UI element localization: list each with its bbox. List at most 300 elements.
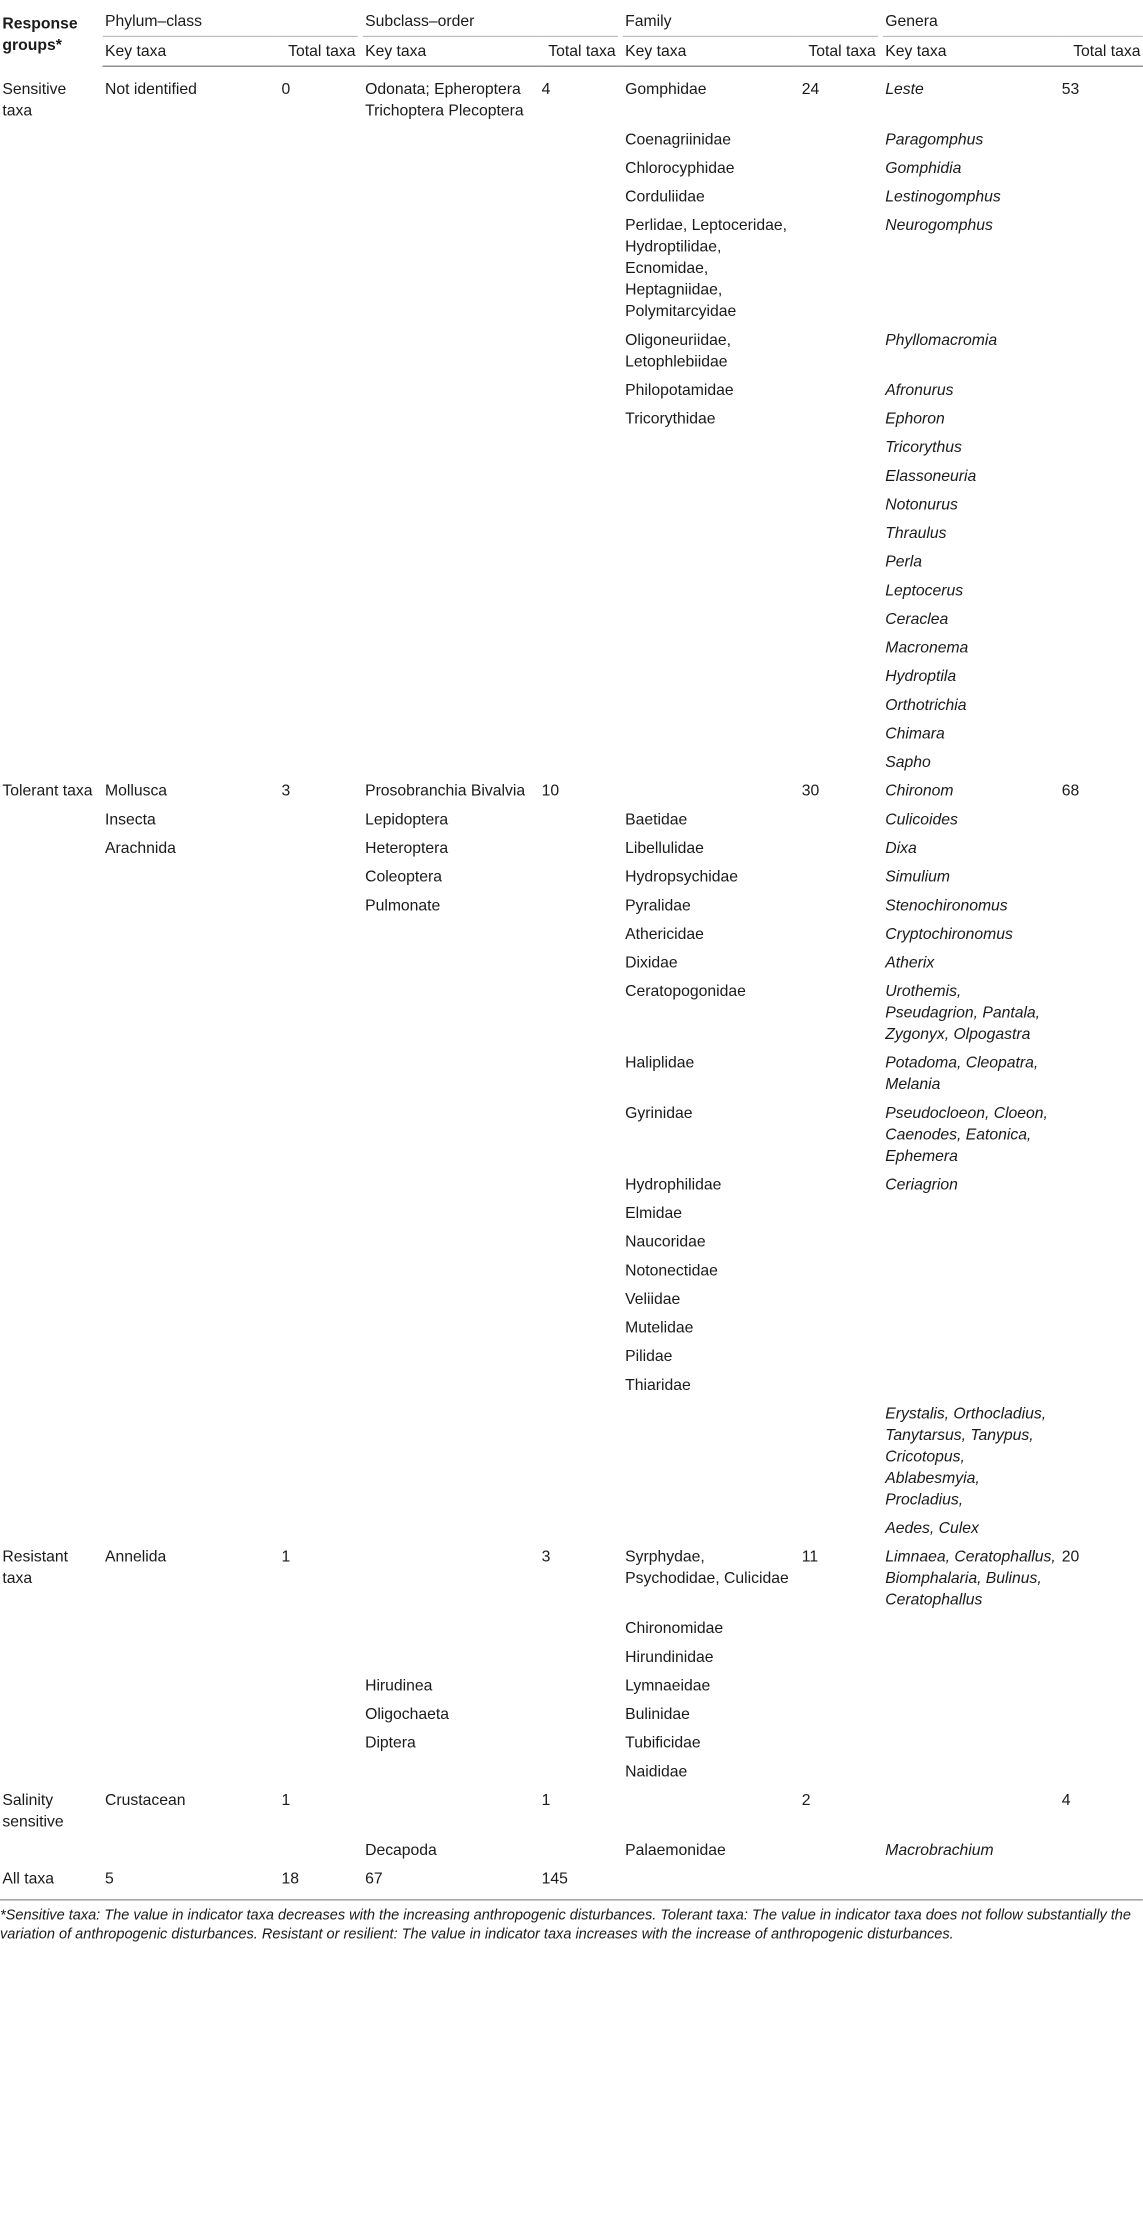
phylum-class-key-cell: Not identified <box>104 79 197 98</box>
subclass-order-total-cell <box>539 576 618 605</box>
response-group-cell <box>0 326 103 376</box>
subclass-order-key-cell <box>363 154 540 183</box>
subclass-order-total-cell <box>539 605 618 634</box>
family-total-cell <box>799 1049 878 1099</box>
phylum-class-key-cell <box>103 183 280 212</box>
family-total-cell <box>799 1614 878 1643</box>
table-row <box>0 1399 1143 1514</box>
family-key-cell: Ceratopogonidae <box>625 981 746 1000</box>
subclass-order-key-cell <box>363 404 540 433</box>
family-total-cell <box>799 1199 878 1228</box>
phylum-class-key-cell <box>103 1099 280 1171</box>
family-key-cell: Hydrophilidae <box>625 1175 722 1193</box>
response-group-cell <box>0 920 103 949</box>
phylum-class-key-cell <box>103 1170 280 1199</box>
family-total-cell <box>799 1836 878 1865</box>
genera-total-cell <box>1059 1836 1143 1865</box>
family-key-cell <box>623 1399 800 1514</box>
family-key-cell <box>623 1514 800 1543</box>
subclass-order-key-cell <box>363 1170 540 1199</box>
subclass-order-total-cell <box>539 805 618 834</box>
subclass-order-total-cell <box>539 211 618 326</box>
phylum-class-total-cell <box>279 433 358 462</box>
response-group-cell: Resistant taxa <box>2 1547 68 1587</box>
subclass-order-key-cell <box>363 1342 540 1371</box>
subclass-order-key-cell <box>363 376 540 405</box>
genera-key-cell: Perla <box>885 552 922 571</box>
table-row <box>0 691 1143 720</box>
subclass-order-total-cell <box>539 1371 618 1400</box>
response-group-cell <box>0 948 103 977</box>
table-row <box>0 719 1143 748</box>
phylum-class-key-cell <box>103 376 280 405</box>
genera-key-cell: Sapho <box>885 752 931 771</box>
phylum-class-total-cell <box>279 404 358 433</box>
response-group-cell <box>0 834 103 863</box>
phylum-class-key-cell <box>103 1285 280 1314</box>
genera-total-cell <box>1059 154 1143 183</box>
phylum-class-key-cell: Annelida <box>104 1547 167 1566</box>
phylum-class-key-cell <box>103 605 280 634</box>
family-key-cell: Coenagriinidae <box>625 130 732 148</box>
table-row <box>0 576 1143 605</box>
table-row <box>0 633 1143 662</box>
phylum-class-total-cell <box>279 1757 358 1786</box>
genera-total-cell <box>1059 462 1143 491</box>
subclass-order-key-cell: Decapoda <box>365 1840 437 1859</box>
response-group-cell <box>0 633 103 662</box>
genera-key-cell <box>883 1199 1060 1228</box>
subclass-order-total-cell: 10 <box>541 781 560 800</box>
subclass-order-total-cell <box>539 1614 618 1643</box>
genera-key-cell: Aedes, Culex <box>885 1518 979 1537</box>
table-row <box>0 462 1143 491</box>
response-group-cell <box>0 1371 103 1400</box>
header-key-taxa: Key taxa <box>623 36 800 66</box>
phylum-class-total-cell <box>279 1514 358 1543</box>
genera-key-cell: Thraulus <box>885 523 947 542</box>
response-group-cell <box>0 1729 103 1758</box>
header-response-groups: Response groups* <box>2 14 78 54</box>
response-group-cell <box>0 1514 103 1543</box>
table-bottom-rule <box>0 1899 1143 1900</box>
phylum-class-key-cell <box>103 326 280 376</box>
genera-key-cell <box>883 1371 1060 1400</box>
table-row <box>0 66 1143 125</box>
subclass-order-key-cell: Coleoptera <box>365 867 443 886</box>
phylum-class-total-cell <box>279 154 358 183</box>
response-group-cell <box>0 376 103 405</box>
phylum-class-total-cell <box>279 691 358 720</box>
table-row <box>0 1700 1143 1729</box>
phylum-class-key-cell <box>103 1199 280 1228</box>
response-group-cell <box>0 1049 103 1099</box>
family-total-cell <box>799 891 878 920</box>
response-group-cell <box>0 462 103 491</box>
family-total-cell <box>799 1228 878 1257</box>
phylum-class-total-cell <box>279 863 358 892</box>
subclass-order-key-cell: Oligochaeta <box>365 1704 450 1723</box>
family-key-cell: Pyralidae <box>625 895 691 914</box>
genera-total-cell <box>1059 863 1143 892</box>
genera-key-cell: Erystalis, Orthocladius, Tanytarsus, Tanypus, Cricotopus, Ablabesmyia, Procladius, <box>885 1404 1047 1508</box>
genera-key-cell: Urothemis, Pseudagrion, Pantala, Zygonyx, Olpogastra <box>885 981 1041 1043</box>
subclass-order-key-cell <box>363 1371 540 1400</box>
subclass-order-total-cell <box>539 948 618 977</box>
subclass-order-key-cell <box>363 1786 540 1836</box>
subclass-order-total-cell <box>539 1643 618 1672</box>
genera-total-cell <box>1059 1228 1143 1257</box>
family-key-cell <box>623 605 800 634</box>
phylum-class-total-cell: 1 <box>281 1790 291 1809</box>
family-total-cell <box>799 1399 878 1514</box>
family-total-cell <box>799 376 878 405</box>
subclass-order-total-cell <box>539 490 618 519</box>
family-key-cell: Pilidae <box>625 1346 673 1365</box>
phylum-class-key-cell <box>103 891 280 920</box>
genera-key-cell: Notonurus <box>885 495 958 513</box>
family-total-cell <box>799 1342 878 1371</box>
subclass-order-key-cell <box>363 490 540 519</box>
response-group-cell <box>0 433 103 462</box>
header-group-row <box>0 7 1143 36</box>
subclass-order-key-cell <box>363 605 540 634</box>
phylum-class-key-cell <box>103 1371 280 1400</box>
response-group-cell <box>0 1170 103 1199</box>
subclass-order-key-cell <box>363 633 540 662</box>
phylum-class-key-cell: Mollusca <box>104 781 168 800</box>
phylum-class-key-cell <box>103 404 280 433</box>
table-row <box>0 920 1143 949</box>
response-group-cell: Tolerant taxa <box>2 781 93 800</box>
phylum-class-total-cell <box>279 125 358 154</box>
genera-key-cell <box>883 1786 1060 1836</box>
genera-total-cell <box>1059 1256 1143 1285</box>
subclass-order-key-cell <box>363 1313 540 1342</box>
table-row <box>0 1514 1143 1543</box>
family-total-cell <box>799 863 878 892</box>
phylum-class-total-cell <box>279 633 358 662</box>
phylum-class-key-cell <box>103 462 280 491</box>
response-group-cell <box>0 977 103 1049</box>
genera-key-cell: Ephoron <box>885 409 945 428</box>
genera-total-cell <box>1059 576 1143 605</box>
genera-total-cell: 4 <box>1061 1790 1071 1809</box>
family-key-cell: Athericidae <box>625 924 704 943</box>
family-total-cell <box>799 519 878 548</box>
genera-key-cell: Limnaea, Ceratophallus, Biomphalaria, Bulinus, Ceratophallus <box>885 1547 1056 1609</box>
genera-total-cell <box>1059 376 1143 405</box>
subclass-order-total-cell <box>539 1514 618 1543</box>
response-group-cell <box>0 1228 103 1257</box>
subclass-order-key-cell <box>363 1256 540 1285</box>
taxa-table <box>0 7 1143 1897</box>
family-key-cell: Philopotamidae <box>625 380 734 399</box>
phylum-class-key-cell <box>103 1671 280 1700</box>
genera-key-cell: Ceraclea <box>885 609 949 628</box>
subclass-order-key-cell <box>363 1099 540 1171</box>
table-row <box>0 211 1143 326</box>
phylum-class-key-cell <box>103 548 280 577</box>
phylum-class-total-cell <box>279 805 358 834</box>
table-row <box>0 1371 1143 1400</box>
phylum-class-key-cell <box>103 1399 280 1514</box>
phylum-class-total-cell <box>279 519 358 548</box>
table-body <box>0 66 1143 1897</box>
subclass-order-total-cell <box>539 1757 618 1786</box>
family-key-cell <box>623 1865 800 1897</box>
family-key-cell <box>623 719 800 748</box>
response-group-cell <box>0 805 103 834</box>
genera-total-cell <box>1059 891 1143 920</box>
family-total-cell: 2 <box>801 1790 811 1809</box>
phylum-class-total-cell <box>279 977 358 1049</box>
family-total-cell <box>799 662 878 691</box>
family-key-cell: Naucoridae <box>625 1232 706 1251</box>
phylum-class-key-cell <box>103 576 280 605</box>
phylum-class-key-cell <box>103 1514 280 1543</box>
subclass-order-key-cell <box>363 1049 540 1099</box>
subclass-order-total-cell <box>539 1342 618 1371</box>
subclass-order-total-cell <box>539 1836 618 1865</box>
subclass-order-key-cell <box>363 1543 540 1615</box>
family-total-cell: 11 <box>801 1547 819 1566</box>
response-group-cell: Salinity sensitive <box>2 1790 64 1831</box>
subclass-order-total-cell <box>539 719 618 748</box>
subclass-order-key-cell <box>363 1228 540 1257</box>
phylum-class-total-cell <box>279 1049 358 1099</box>
header-key-taxa: Key taxa <box>363 36 540 66</box>
genera-total-cell <box>1059 1614 1143 1643</box>
family-key-cell <box>623 1786 800 1836</box>
phylum-class-total-cell <box>279 490 358 519</box>
phylum-class-total-cell <box>279 834 358 863</box>
response-group-cell <box>0 1643 103 1672</box>
phylum-class-key-cell <box>103 1757 280 1786</box>
table-row <box>0 1256 1143 1285</box>
family-key-cell: Bulinidae <box>625 1704 690 1723</box>
table-row <box>0 1865 1143 1897</box>
table-row <box>0 805 1143 834</box>
family-key-cell <box>623 519 800 548</box>
phylum-class-key-cell <box>103 662 280 691</box>
family-key-cell: Perlidae, Leptoceridae, Hydroptilidae, Ecnomidae, Heptagniidae, Polymitarcyidae <box>625 215 787 320</box>
genera-key-cell: Pseudocloeon, Cloeon, Caenodes, Eatonica, Ephemera <box>885 1103 1048 1165</box>
genera-key-cell: Paragomphus <box>885 130 984 148</box>
genera-key-cell <box>883 1700 1060 1729</box>
genera-total-cell <box>1059 1342 1143 1371</box>
table-row <box>0 1049 1143 1099</box>
family-key-cell: Corduliidae <box>625 187 705 206</box>
subclass-order-key-cell <box>363 920 540 949</box>
genera-total-cell <box>1059 834 1143 863</box>
phylum-class-total-cell <box>279 462 358 491</box>
family-total-cell <box>799 1757 878 1786</box>
subclass-order-key-cell <box>363 211 540 326</box>
family-total-cell <box>799 948 878 977</box>
table-row <box>0 834 1143 863</box>
response-group-cell <box>0 1256 103 1285</box>
phylum-class-key-cell <box>103 1313 280 1342</box>
family-key-cell: Palaemonidae <box>625 1840 726 1859</box>
response-group-cell <box>0 1285 103 1314</box>
phylum-class-total-cell: 0 <box>281 79 291 98</box>
response-group-cell <box>0 719 103 748</box>
genera-total-cell <box>1059 1643 1143 1672</box>
phylum-class-total-cell <box>279 748 358 777</box>
genera-key-cell: Atherix <box>885 953 935 972</box>
response-group-cell <box>0 1099 103 1171</box>
family-key-cell <box>623 490 800 519</box>
family-total-cell <box>799 1313 878 1342</box>
table-row <box>0 1342 1143 1371</box>
subclass-order-total-cell <box>539 1170 618 1199</box>
phylum-class-total-cell <box>279 576 358 605</box>
genera-total-cell <box>1059 548 1143 577</box>
subclass-order-key-cell <box>363 548 540 577</box>
subclass-order-total-cell <box>539 977 618 1049</box>
phylum-class-total-cell <box>279 1342 358 1371</box>
subclass-order-key-cell: Odonata; Epheroptera Trichoptera Plecoptera <box>365 79 524 120</box>
phylum-class-total-cell <box>279 1313 358 1342</box>
genera-total-cell <box>1059 519 1143 548</box>
family-total-cell <box>799 462 878 491</box>
table-row <box>0 977 1143 1049</box>
header-total-taxa: Total taxa <box>799 36 878 66</box>
family-key-cell: Tubificidae <box>625 1733 701 1752</box>
response-group-cell <box>0 1313 103 1342</box>
genera-total-cell <box>1059 1371 1143 1400</box>
table-footnote: *Sensitive taxa: The value in indicator taxa decreases with the increasing anthropogenic disturbances. Tolerant taxa: The value in indicator taxa does not follow substantially the variation of anthropogenic disturbances. Resistant or resilient: The value in indicator taxa increases with the increase of anthropogenic disturbances. <box>0 1906 1132 1943</box>
subclass-order-key-cell <box>363 1285 540 1314</box>
subclass-order-total-cell <box>539 1313 618 1342</box>
genera-total-cell <box>1059 662 1143 691</box>
phylum-class-key-cell <box>103 748 280 777</box>
genera-key-cell: Phyllomacromia <box>885 330 998 349</box>
subclass-order-total-cell: 145 <box>541 1869 568 1888</box>
response-group-cell <box>0 1199 103 1228</box>
phylum-class-key-cell <box>103 154 280 183</box>
family-total-cell <box>799 1170 878 1199</box>
response-group-cell: Sensitive taxa <box>2 79 67 119</box>
subclass-order-key-cell: Heteroptera <box>365 838 449 857</box>
header-subclass-order: Subclass–order <box>363 7 618 36</box>
family-key-cell <box>623 433 800 462</box>
header-total-taxa: Total taxa <box>539 36 618 66</box>
subclass-order-total-cell <box>539 1099 618 1171</box>
family-total-cell <box>799 633 878 662</box>
table-row <box>0 1757 1143 1786</box>
subclass-order-total-cell <box>539 1285 618 1314</box>
family-key-cell: Mutelidae <box>625 1318 694 1337</box>
response-group-cell <box>0 863 103 892</box>
subclass-order-total-cell <box>539 891 618 920</box>
phylum-class-key-cell <box>103 920 280 949</box>
response-group-cell <box>0 891 103 920</box>
family-key-cell: Baetidae <box>625 810 688 828</box>
phylum-class-key-cell <box>103 1643 280 1672</box>
phylum-class-total-cell <box>279 920 358 949</box>
family-key-cell: Syrphydae, Psychodidae, Culicidae <box>625 1547 789 1587</box>
family-key-cell <box>623 662 800 691</box>
family-total-cell <box>799 748 878 777</box>
genera-total-cell <box>1059 326 1143 376</box>
phylum-class-key-cell <box>103 977 280 1049</box>
phylum-class-key-cell <box>103 1228 280 1257</box>
subclass-order-total-cell: 3 <box>541 1547 551 1566</box>
family-total-cell <box>799 404 878 433</box>
response-group-cell <box>0 1399 103 1514</box>
family-total-cell <box>799 1865 878 1897</box>
subclass-order-total-cell <box>539 1671 618 1700</box>
family-key-cell: Dixidae <box>625 953 678 972</box>
phylum-class-total-cell <box>279 211 358 326</box>
family-total-cell <box>799 605 878 634</box>
family-key-cell <box>623 548 800 577</box>
phylum-class-key-cell <box>103 1729 280 1758</box>
subclass-order-total-cell <box>539 519 618 548</box>
subclass-order-key-cell <box>363 948 540 977</box>
table-row <box>0 125 1143 154</box>
subclass-order-total-cell <box>539 433 618 462</box>
family-key-cell: Thiaridae <box>625 1375 691 1394</box>
phylum-class-total-cell: 3 <box>281 781 291 800</box>
subclass-order-total-cell: 4 <box>541 79 551 98</box>
table-row <box>0 1170 1143 1199</box>
phylum-class-total-cell <box>279 1371 358 1400</box>
table-row <box>0 748 1143 777</box>
table-row <box>0 1643 1143 1672</box>
phylum-class-key-cell <box>103 1342 280 1371</box>
subclass-order-key-cell <box>363 1199 540 1228</box>
family-total-cell <box>799 920 878 949</box>
genera-total-cell <box>1059 748 1143 777</box>
response-group-cell <box>0 519 103 548</box>
genera-total-cell <box>1059 719 1143 748</box>
subclass-order-key-cell <box>363 748 540 777</box>
table-row <box>0 605 1143 634</box>
phylum-class-key-cell <box>103 1836 280 1865</box>
subclass-order-key-cell <box>363 326 540 376</box>
genera-key-cell <box>883 1342 1060 1371</box>
subclass-order-key-cell <box>363 691 540 720</box>
subclass-order-total-cell <box>539 1399 618 1514</box>
genera-total-cell <box>1059 1399 1143 1514</box>
family-total-cell <box>799 719 878 748</box>
table-row <box>0 891 1143 920</box>
subclass-order-key-cell <box>363 1614 540 1643</box>
genera-key-cell <box>883 1671 1060 1700</box>
phylum-class-total-cell <box>279 548 358 577</box>
genera-key-cell: Tricorythus <box>885 437 962 456</box>
response-group-cell <box>0 1342 103 1371</box>
genera-key-cell: Dixa <box>885 838 917 857</box>
family-total-cell <box>799 1256 878 1285</box>
genera-key-cell: Leste <box>885 79 924 98</box>
table-row <box>0 183 1143 212</box>
subclass-order-key-cell: Pulmonate <box>365 895 441 914</box>
genera-key-cell: Stenochironomus <box>885 895 1008 914</box>
genera-key-cell <box>883 1256 1060 1285</box>
response-group-cell <box>0 125 103 154</box>
response-group-cell <box>0 576 103 605</box>
phylum-class-total-cell <box>279 1614 358 1643</box>
family-key-cell <box>623 633 800 662</box>
genera-total-cell <box>1059 1865 1143 1897</box>
table-row <box>0 863 1143 892</box>
header-key-taxa: Key taxa <box>103 36 280 66</box>
phylum-class-total-cell <box>279 1228 358 1257</box>
